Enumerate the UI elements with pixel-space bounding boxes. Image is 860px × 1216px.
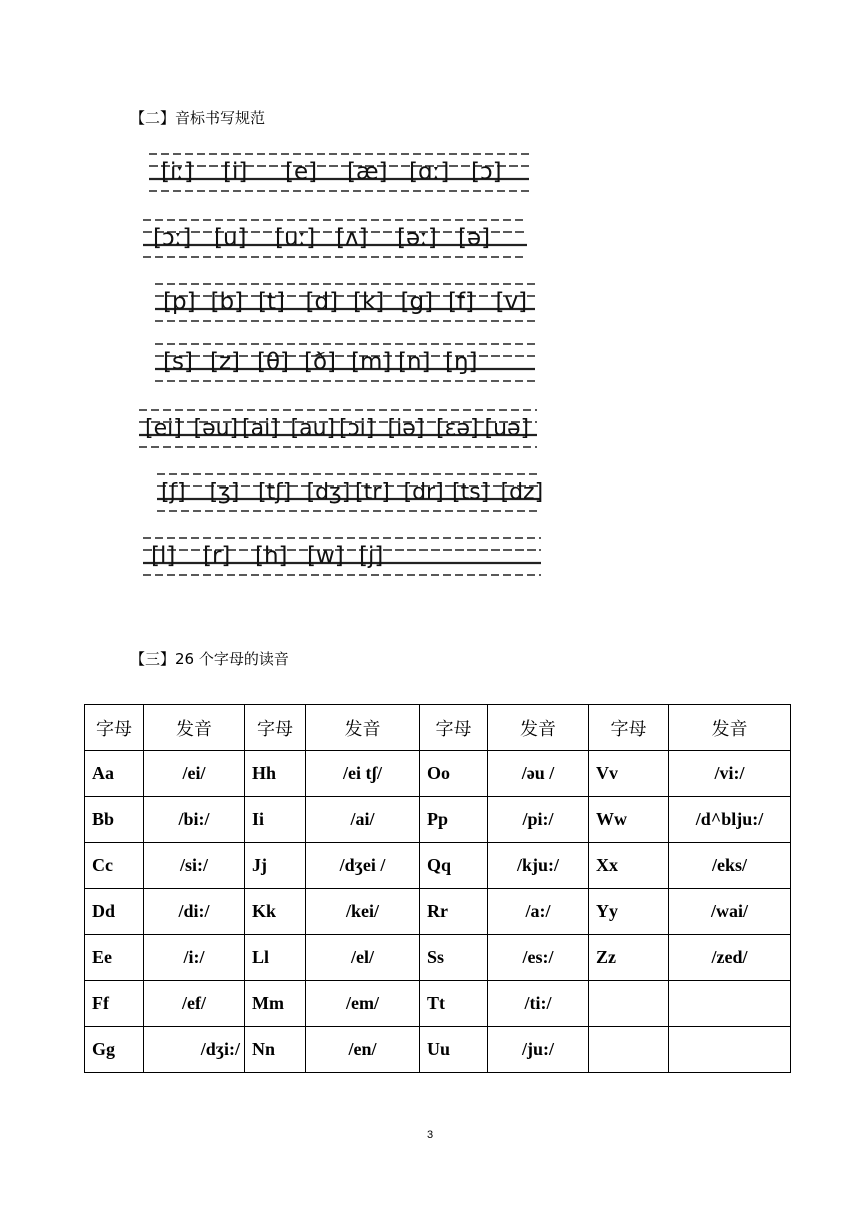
pronunciation-cell: /si:/ [144,843,245,889]
table-header-row [85,705,791,751]
table-row [85,889,791,935]
pronunciation-cell: /vi:/ [669,751,791,797]
letter-cell: Oo [420,751,488,797]
phonetic-symbol: [əu] [193,416,239,441]
pronunciation-cell: /el/ [306,935,420,981]
phonetic-symbol: [e] [285,159,318,185]
letter-cell: Gg [85,1027,144,1073]
pronunciation-cell: /kei/ [306,889,420,935]
table-row [85,935,791,981]
pronunciation-cell [669,1027,791,1073]
pronunciation-cell: /ai/ [306,797,420,843]
phonetic-symbol: [εə] [436,416,479,441]
phonetic-symbol: [əː] [397,225,437,251]
letter-cell [589,981,669,1027]
header-pronunciation: 发音 [144,705,245,751]
pronunciation-cell: /ef/ [144,981,245,1027]
phonetic-symbol: [æ] [347,159,388,185]
phonetic-symbol: [dr] [403,480,444,505]
letter-cell: Yy [589,889,669,935]
letter-cell: Kk [245,889,306,935]
table-row [85,981,791,1027]
phonetic-symbol: [ɔ] [471,159,502,185]
section-3-title: 【三】26 个字母的读音 [130,650,289,668]
phonetic-symbol: [θ] [257,349,290,375]
phonetic-symbol: [ʃ] [161,480,186,505]
phonetic-symbol: [ɔː] [153,225,192,251]
pronunciation-cell: /d^blju:/ [669,797,791,843]
phonetic-symbol: [n] [398,349,431,375]
header-pronunciation: 发音 [306,705,420,751]
letter-cell: Cc [85,843,144,889]
phonetic-symbol: [w] [307,543,344,569]
phonetic-symbol: [z] [210,349,241,375]
pronunciation-cell: /kju:/ [488,843,589,889]
letter-cell: Nn [245,1027,306,1073]
phonetic-symbol: [au] [290,416,336,441]
letter-cell: Jj [245,843,306,889]
letter-cell: Pp [420,797,488,843]
table-row [85,1027,791,1073]
phonetic-symbol: [j] [359,543,384,569]
table-row [85,843,791,889]
phonetic-symbol: [ɔi] [339,416,375,441]
header-letter: 字母 [85,705,144,751]
section-2-title: 【二】音标书写规范 [130,109,266,127]
pronunciation-cell: /əu / [488,751,589,797]
letter-cell: Qq [420,843,488,889]
phonetic-handwriting-figure [131,148,553,596]
letter-cell [589,1027,669,1073]
phonetic-symbol: [ts] [452,480,490,505]
pronunciation-cell: /eks/ [669,843,791,889]
letter-cell: Tt [420,981,488,1027]
phonetic-symbol: [uː] [275,225,316,251]
phonetic-symbol: [ai] [242,416,279,441]
phonetic-symbol: [h] [255,543,288,569]
phonetic-symbol: [ɑː] [409,159,450,185]
pronunciation-cell: /a:/ [488,889,589,935]
pronunciation-cell: /en/ [306,1027,420,1073]
pronunciation-cell: /di:/ [144,889,245,935]
phonetic-symbol: [iː] [161,159,194,185]
pronunciation-cell: /dʒi:/ [144,1027,245,1073]
phonetic-symbol: [d] [305,289,339,315]
phonetic-symbol: [m] [351,349,392,375]
page-number: 3 [426,1129,434,1141]
pronunciation-cell: /dʒei / [306,843,420,889]
header-pronunciation: 发音 [488,705,589,751]
letter-cell: Bb [85,797,144,843]
phonetic-symbol: [u] [214,225,247,251]
letter-cell: Aa [85,751,144,797]
letter-cell: Xx [589,843,669,889]
phonetic-symbol: [r] [203,543,231,569]
table-row [85,797,791,843]
phonetic-symbol: [ʌ] [336,225,368,251]
phonetic-symbol: [b] [210,289,244,315]
pronunciation-cell: /wai/ [669,889,791,935]
phonetic-symbol: [tr] [355,480,390,505]
letter-cell: Uu [420,1027,488,1073]
letter-cell: Rr [420,889,488,935]
letter-cell: Hh [245,751,306,797]
phonetic-symbol: [i] [223,159,248,185]
phonetic-symbol: [g] [400,289,434,315]
letter-cell: Ss [420,935,488,981]
pronunciation-cell [669,981,791,1027]
phonetic-symbol: [l] [151,543,176,569]
pronunciation-cell: /es:/ [488,935,589,981]
phonetic-symbol: [k] [353,289,385,315]
header-letter: 字母 [245,705,306,751]
pronunciation-cell: /ju:/ [488,1027,589,1073]
table-row [85,751,791,797]
phonetic-symbol: [dz] [500,480,544,505]
phonetic-symbol: [iə] [387,416,425,441]
phonetic-symbol: [ð] [304,349,337,375]
pronunciation-cell: /ei/ [144,751,245,797]
pronunciation-cell: /i:/ [144,935,245,981]
letter-cell: Ii [245,797,306,843]
phonetic-symbol: [t] [258,289,285,315]
header-letter: 字母 [420,705,488,751]
letter-cell: Ww [589,797,669,843]
phonetic-symbol: [ŋ] [445,349,478,375]
phonetic-symbol: [tʃ] [258,480,292,505]
pronunciation-cell: /zed/ [669,935,791,981]
phonetic-symbol: [ʒ] [209,480,240,505]
letter-cell: Ee [85,935,144,981]
phonetic-symbol: [ə] [458,225,491,251]
phonetic-handwriting-image [131,148,553,596]
letter-cell: Ll [245,935,306,981]
pronunciation-cell: /em/ [306,981,420,1027]
letter-cell: Ff [85,981,144,1027]
letter-cell: Mm [245,981,306,1027]
phonetic-symbol: [ei] [145,416,182,441]
pronunciation-cell: /ei tʃ/ [306,751,420,797]
phonetic-symbol: [p] [163,289,196,315]
phonetic-symbol: [dʒ] [306,480,351,505]
letter-cell: Dd [85,889,144,935]
phonetic-symbol: [v] [495,289,528,315]
letter-cell: Zz [589,935,669,981]
letter-cell: Vv [589,751,669,797]
header-letter: 字母 [589,705,669,751]
header-pronunciation: 发音 [669,705,791,751]
phonetic-symbol: [f] [448,289,475,315]
pronunciation-cell: /bi:/ [144,797,245,843]
phonetic-symbol: [s] [163,349,193,375]
pronunciation-cell: /pi:/ [488,797,589,843]
alphabet-table [84,704,791,1073]
pronunciation-cell: /ti:/ [488,981,589,1027]
phonetic-symbol: [uə] [484,416,530,441]
